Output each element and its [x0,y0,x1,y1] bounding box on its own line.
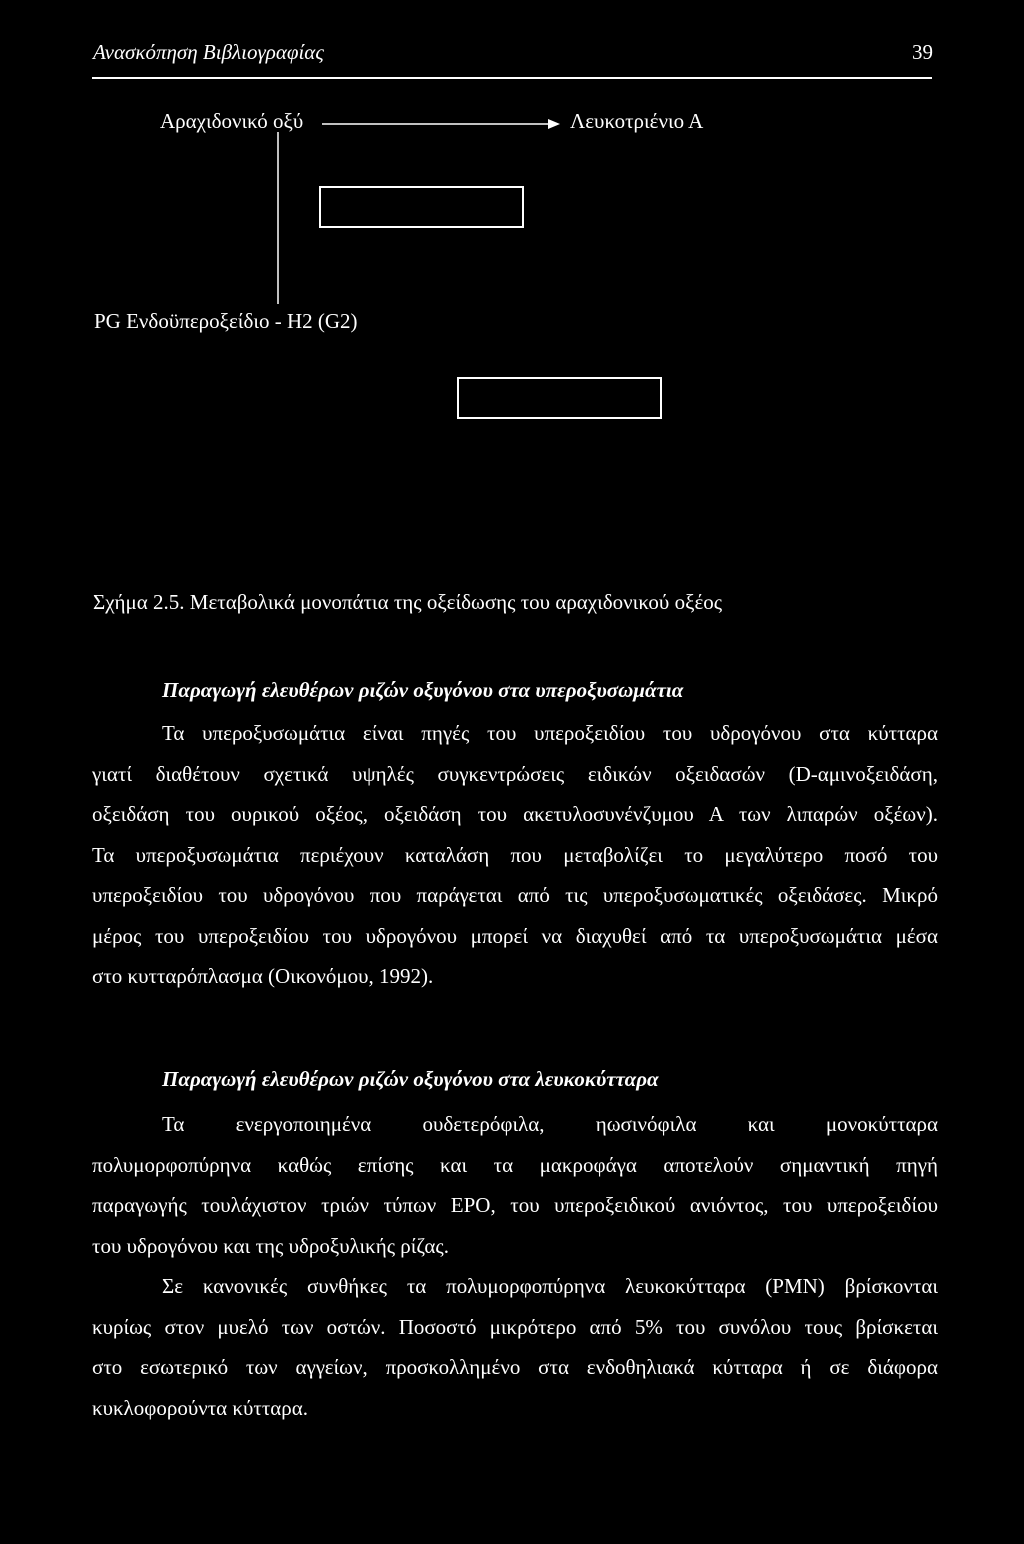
page-number: 39 [912,40,933,64]
text-line: οξειδάση του ουρικού οξέος, οξειδάση του ακετυλοσυνένζυμου Α των λιπαρών οξέων). [92,802,938,826]
running-header-title: Ανασκόπηση Βιβλιογραφίας [93,40,324,64]
text-line: πολυμορφοπύρηνα καθώς επίσης και τα μακροφάγα αποτελούν σημαντική πηγή [92,1152,938,1177]
text-line: μέρος του υπεροξειδίου του υδρογόνου μπορεί να διαχυθεί από τα υπεροξυσωμάτια μέσα [92,923,938,948]
arrow-head-icon [548,119,560,129]
text-line: υπεροξειδίου του υδρογόνου που παράγεται από τις υπεροξυσωματικές οξειδάσες. Μικρό [92,883,938,907]
text-line: Τα υπεροξυσωμάτια περιέχουν καταλάση που μεταβολίζει το μεγαλύτερο ποσό του [92,842,938,867]
arachidonic-acid-label: Αραχιδονικό οξύ [160,109,304,133]
text-line: παραγωγής τουλάχιστον τριών τύπων ΕΡΟ, του υπεροξειδικού ανιόντος, του υπεροξειδίου [92,1193,938,1217]
section-heading-leukocytes: Παραγωγή ελευθέρων ριζών οξυγόνου στα λευκοκύτταρα [162,1067,659,1091]
paragraph-peroxisomes [92,713,938,997]
empty-box-bottom [457,377,662,419]
empty-box-top [319,186,524,228]
pg-endoperoxide-label: PG Ενδοϋπεροξείδιο - H2 (G2) [94,309,358,333]
text-line: κυκλοφορούντα κύτταρα. [92,1395,309,1420]
text-line: κυρίως στον μυελό των οστών. Ποσοστό μικρότερο από 5% του συνόλου τους βρίσκεται [92,1314,938,1339]
text-line: γιατί διαθέτουν σχετικά υψηλές συγκεντρώσεις ειδικών οξειδασών (D-αμινοξειδάση, [92,761,938,786]
text-line: Τα υπεροξυσωμάτια είναι πηγές του υπεροξειδίου του υδρογόνου στα κύτταρα [162,721,938,745]
paragraph-leukocytes-1 [92,1104,938,1266]
leukotriene-a-label: Λευκοτριένιο Α [570,109,704,133]
paragraph-leukocytes-2 [92,1266,938,1428]
text-line: στο εσωτερικό των αγγείων, προσκολλημένο στα ενδοθηλιακά κύτταρα ή σε διάφορα [92,1355,938,1379]
text-line: στο κυτταρόπλασμα (Οικονόμου, 1992). [92,964,434,988]
text-line: Σε κανονικές συνθήκες τα πολυμορφοπύρηνα λευκοκύτταρα (PMN) βρίσκονται [162,1274,938,1298]
section-heading-peroxisomes: Παραγωγή ελευθέρων ριζών οξυγόνου στα υπεροξυσωμάτια [162,678,684,702]
text-line: του υδρογόνου και της υδροξυλικής ρίζας. [92,1233,449,1258]
figure-caption: Σχήμα 2.5. Μεταβολικά μονοπάτια της οξείδωσης του αραχιδονικού οξέος [93,590,723,614]
text-line: Τα ενεργοποιημένα ουδετερόφιλα, ηωσινόφιλα και μονοκύτταρα [162,1112,938,1136]
